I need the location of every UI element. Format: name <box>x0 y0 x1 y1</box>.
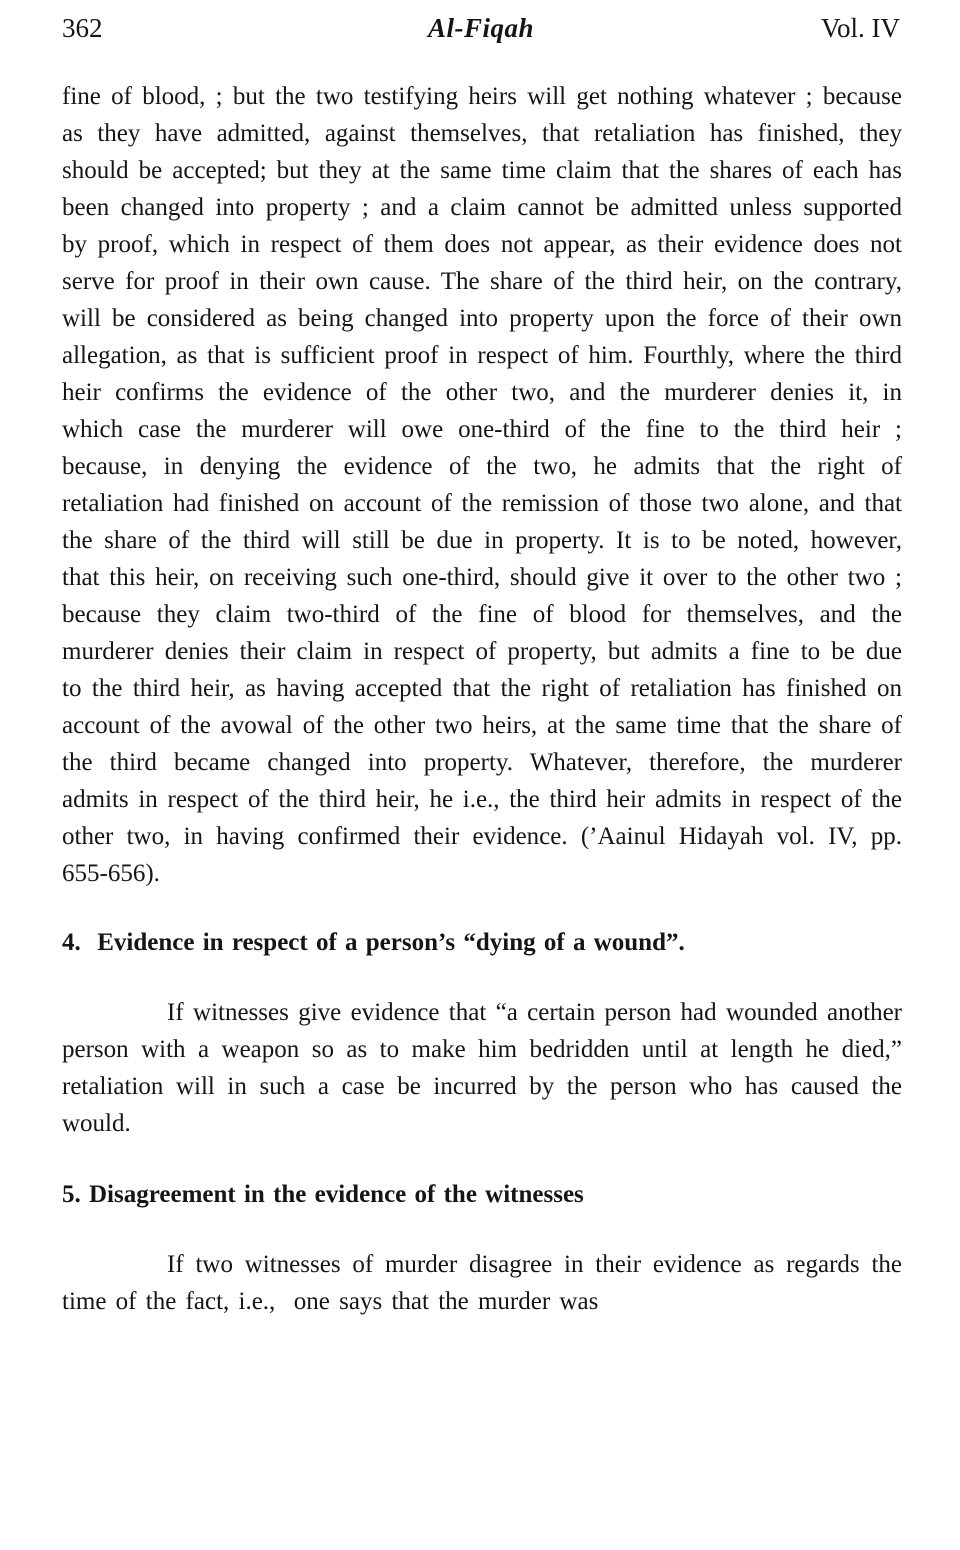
page-number: 362 <box>62 13 103 43</box>
section-4-paragraph: If witnesses give evidence that “a certain person had wounded another person with a weapon so as to make him bedridden until at length he died,” retaliation will in such a case be incurred by the person who has caused the would. <box>62 999 902 1138</box>
volume-label: Vol. IV <box>820 13 900 43</box>
page-header <box>62 12 902 44</box>
section-5-paragraph: If two witnesses of murder disagree in their evidence as regards the time of the fact, i.e., one says that the murder was <box>62 1251 902 1316</box>
section-5-heading: 5. Disagreement in the evidence of the witnesses <box>62 1181 584 1209</box>
paragraph-continuation: fine of blood, ; but the two testifying heirs will get nothing whatever ; because as they have admitted, against themselves, that retaliation has finished, they should be accepted; but they at the same time claim that the shares of each has been changed into property ; and a claim cannot be admitted unless supported by proof, which in respect of them does not appear, as their evidence does not serve for proof in their own cause. The share of the third heir, on the contrary, will be considered as being changed into property upon the force of their own allegation, as that is sufficient proof in respect of him. Fourthly, where the third heir confirms the evidence of the other two, and the murderer denies it, in which case the murderer will owe one-third of the fine to the third heir ; because, in denying the evidence of the two, he admits that the right of retaliation had finished on account of the remission of those two alone, and that the share of the third will still be due in property. It is to be noted, however, that this heir, on receiving such one-third, should give it over to the other two ; because they claim two-third of the fine of blood for themselves, and the murderer denies their claim in respect of property, but admits a fine to be due to the third heir, as having accepted that the right of retaliation has finished on account of the avowal of the other two heirs, at the same time that the share of the third became changed into property. Whatever, therefore, the murderer admits in respect of the third heir, he i.e., the third heir admits in respect of the other two, in having confirmed their evidence. (’Aainul Hidayah vol. IV, pp. 655-656). <box>62 83 902 888</box>
section-4-heading: 4. Evidence in respect of a person’s “dying of a wound”. <box>62 929 685 957</box>
book-title: Al-Fiqah <box>427 13 535 43</box>
